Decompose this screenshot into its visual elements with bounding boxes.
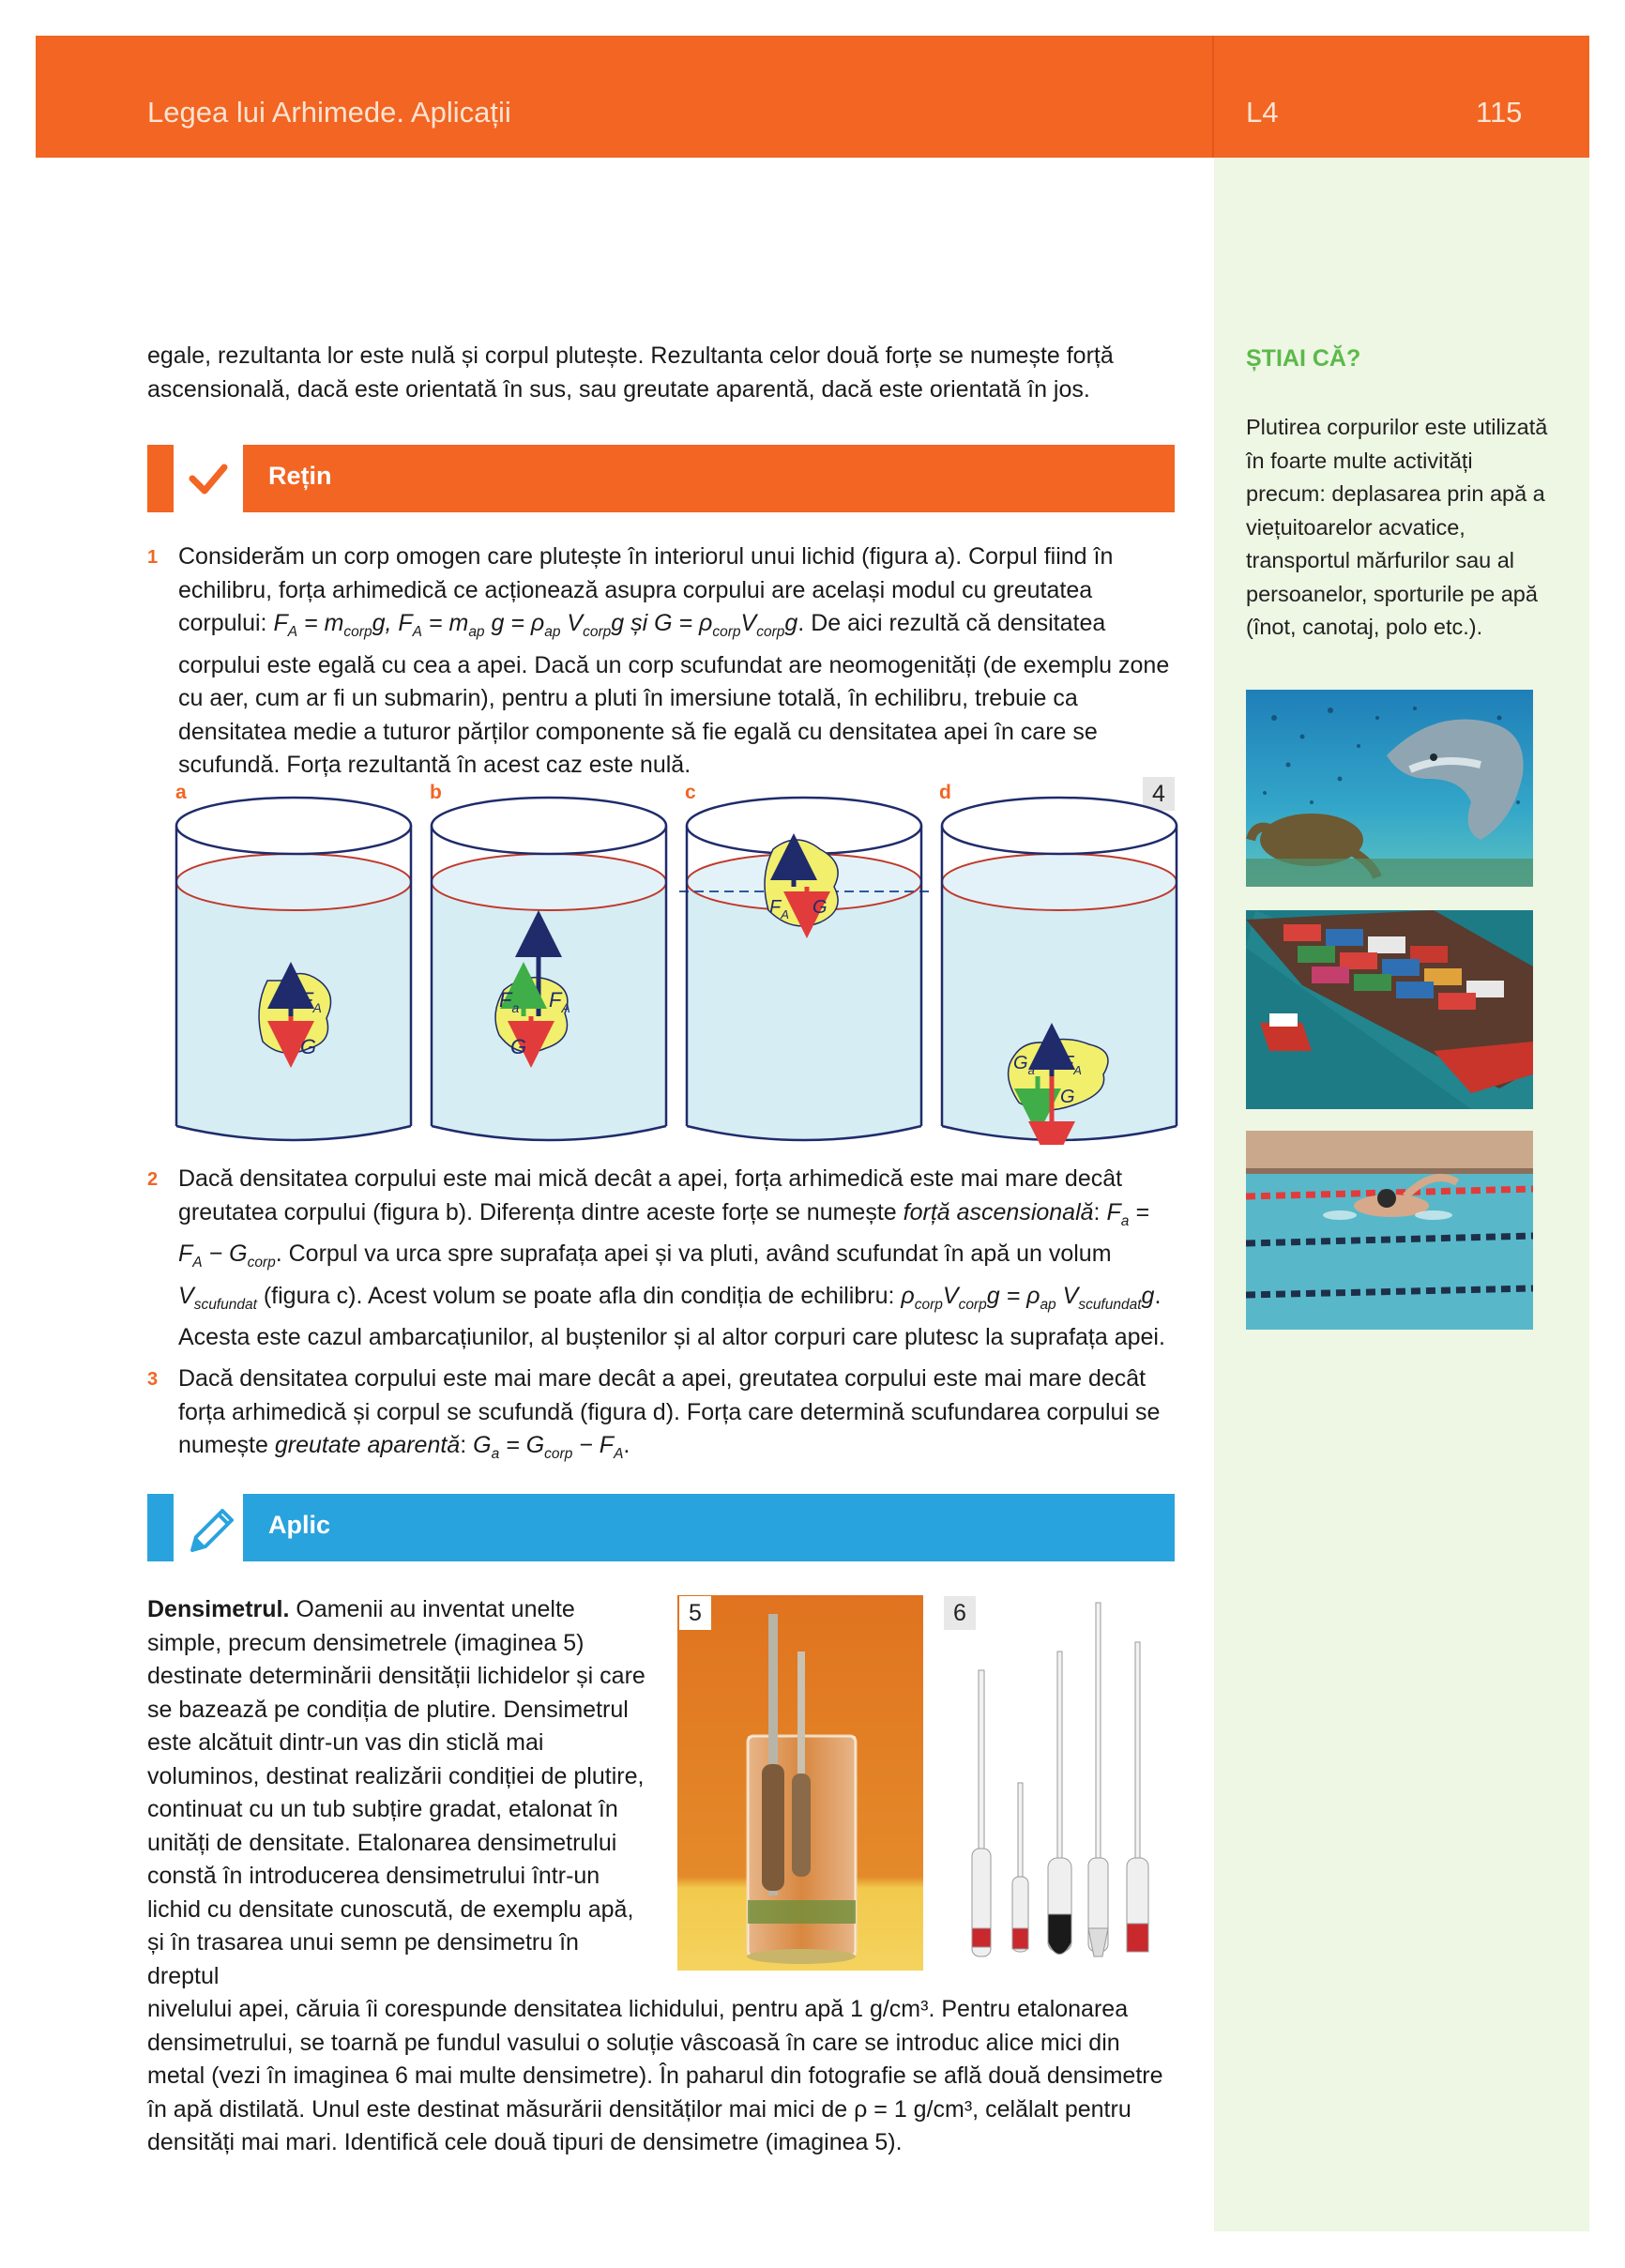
svg-text:FA: $F_A$ bbox=[769, 897, 789, 921]
svg-text:G: G bbox=[510, 1035, 527, 1058]
svg-text:G: G bbox=[812, 897, 828, 918]
item2-formula: $F_a = F_A - G_{corp}$ bbox=[178, 1198, 1149, 1271]
photo-densimeters-glass bbox=[677, 1595, 923, 1971]
figure-4-beakers bbox=[169, 793, 1182, 1145]
item1-text-b: . De aici rezultă că densitatea corpului este egală cu cea a apei. Dacă un corp scufundat are neomogenități (de exemplu zone cu aer, cum ar fi un submarin), pentru a pluti în imersiune totală, în echilibru, trebuie ca densitatea medie a tuturor părților componente să fie egală cu densitatea apei în care se scufundă. Forța rezultantă în acest caz este nulă. bbox=[178, 610, 1170, 778]
aplic-bar-stripe bbox=[147, 1494, 174, 1561]
header-divider bbox=[1212, 36, 1214, 158]
retin-label: Rețin bbox=[268, 462, 332, 490]
svg-text:Fa: $F_a$ bbox=[499, 988, 520, 1015]
item2-text-d: . Acesta este cazul ambarcațiunilor, al buștenilor și al altor corpuri care plutesc la suprafața apei. bbox=[178, 1282, 1165, 1350]
item3-formula: $G_a = G_{corp} - F_A$ bbox=[473, 1432, 624, 1462]
intro-paragraph: egale, rezultanta lor este nulă și corpul plutește. Rezultanta celor două forțe se numește forță ascensională, dacă este orientată în sus, sau greutate aparentă, dacă este orientată în jos. bbox=[147, 342, 1114, 403]
beaker-a bbox=[176, 798, 411, 1140]
svg-text:FA: $F_A$ bbox=[1062, 1053, 1082, 1077]
page-number: 115 bbox=[1476, 96, 1523, 129]
item2-text-c: (figura c). Acest volum se poate afla din condiția de echilibru: bbox=[256, 1282, 902, 1309]
retin-bar bbox=[243, 445, 1175, 512]
item2-formula2: $\rho_{corp}V_{corp}g = \rho_{ap}$ $V_{scufundat}g$ bbox=[901, 1282, 1155, 1313]
retin-item-1 bbox=[178, 540, 1179, 783]
aplic-bar bbox=[243, 1494, 1175, 1561]
svg-text:FA: $F_A$ bbox=[549, 988, 570, 1015]
item2-volume: $V_{scufundat}$ bbox=[178, 1282, 257, 1313]
figure-number-4: 4 bbox=[1143, 777, 1175, 811]
photo-swimmer bbox=[1246, 1131, 1533, 1330]
aplic-lead: Densimetrul. bbox=[147, 1596, 290, 1622]
photo-densimeters-set bbox=[943, 1595, 1177, 1971]
aplic-paragraph-top bbox=[147, 1593, 646, 1993]
aplic-label: Aplic bbox=[268, 1511, 331, 1539]
fig-label-d: d bbox=[939, 782, 951, 803]
image-number-6: 6 bbox=[944, 1596, 976, 1630]
fig-label-c: c bbox=[685, 782, 696, 803]
aplic-paragraph-bottom: nivelului apei, căruia îi corespunde densitatea lichidului, pentru apă 1 g/cm³. Pentru etalonarea densimetrului, se toarnă pe fundul vasului o soluție vâscoasă în care se introduc alice mici din metal (vezi în imaginea 6 mai multe densimetre). În paharul din fotografie se află două densimetre în apă distilată. Unul este destinat măsurării densităților mai mici de ρ = 1 g/cm³, celălalt pentru densități mai mari. Identifică cele două tipuri de densimetre (imaginea 5). bbox=[147, 1996, 1163, 2155]
item-number-3: 3 bbox=[147, 1369, 159, 1390]
svg-text:Ga: $G_a$ bbox=[1013, 1053, 1035, 1077]
svg-text:FA: $F_A$ bbox=[300, 988, 322, 1015]
item-number-2: 2 bbox=[147, 1169, 159, 1190]
item3-text-b: . bbox=[623, 1432, 630, 1458]
item3-text-a: Dacă densitatea corpului este mai mare decât a apei, greutatea corpului este mai mare decât forța arhimedică și corpul se scufundă (figura d). Forța care determină scufundarea corpului se numește bbox=[178, 1365, 1161, 1458]
item2-text-b: . Corpul va urca spre suprafața apei și va pluti, având scufundat în apă un volum bbox=[275, 1241, 1112, 1267]
lesson-code: L4 bbox=[1246, 96, 1279, 129]
sidebar-text: Plutirea corpurilor este utilizată în foarte multe activități precum: deplasarea prin apă a viețuitoarelor acvatice, transportul mărfurilor sau al persoanelor, sporturile pe apă (înot, canotaj, polo etc.). bbox=[1246, 415, 1548, 639]
retin-item-2: Dacă densitatea corpului este mai mică decât a apei, forța arhimedică este mai mare decât greutatea corpului (figura b). Diferența dintre aceste forțe se numește forță ascensională: $F_a = F_A - G_{corp}$. Corpul va urca spre suprafața apei și va pluti, având scufundat în apă un volum $V_{scufundat}$ (figura c). Acest volum se poate afla din condiția de echilibru: $\rho_{corp}V_{corp}g = \rho_{ap}$ $V_{scufundat}g$. Acesta este cazul ambarcațiunilor, al buștenilor și al altor corpuri care plutesc la suprafața apei. bbox=[178, 1165, 1165, 1350]
photo-dolphin-turtle bbox=[1246, 690, 1533, 887]
item2-text-a: Dacă densitatea corpului este mai mică decât a apei, forța arhimedică este mai mare decât greutatea corpului (figura b). Diferența dintre aceste forțe se numește bbox=[178, 1165, 1123, 1225]
aplic-text-1: Oamenii au inventat unelte simple, precum densimetrele (imaginea 5) destinate determinării densității lichidelor și care se bazează pe condiția de plutire. Densimetrul este alcătuit dintr-un vas din sticlă mai voluminos, destinat realizării condiției de plutire, continuat cu un tub subțire gradat, etalonat în unități de densitate. Etalonarea densimetrului constă în introducerea densimetrului într-un lichid cu densitate cunoscută, de exemplu apă, și în trasarea unui semn pe densimetru în dreptul bbox=[147, 1596, 645, 1989]
chapter-title: Legea lui Arhimede. Aplicații bbox=[147, 96, 511, 129]
retin-item-3: Dacă densitatea corpului este mai mare decât a apei, greutatea corpului este mai mare decât forța arhimedică și corpul se scufundă (figura d). Forța care determină scufundarea corpului se numește greutate aparentă: $G_a = G_{corp} - F_A$. bbox=[178, 1365, 1161, 1462]
svg-text:G: G bbox=[300, 1035, 317, 1058]
item1-text-a: Considerăm un corp omogen care plutește în interiorul unui lichid (figura a). Corpul fiind în echilibru, forța arhimedică ce acționează asupra corpului are același modul cu greutatea corpului: bbox=[178, 543, 1114, 636]
fig-label-b: b bbox=[430, 782, 442, 803]
svg-text:G: G bbox=[1060, 1087, 1075, 1107]
item3-term: greutate aparentă bbox=[274, 1432, 461, 1458]
retin-bar-stripe bbox=[147, 445, 174, 512]
beaker-b bbox=[432, 798, 666, 1140]
formula-fa-1: $F_A = m_{corp}g$, $F_A = m_{ap}$ $g = \rho_{ap}$ $V_{corp}g$ bbox=[273, 610, 625, 640]
pencil-icon bbox=[181, 1494, 237, 1561]
item1-formula: $F_A = m_{corp}g$, $F_A = m_{ap}$ $g = \rho_{ap}$ $V_{corp}g$ și $G = \rho_{corp}V_{corp}g$ bbox=[273, 610, 798, 640]
beaker-c bbox=[679, 798, 929, 1140]
fig-label-a: a bbox=[175, 782, 187, 803]
item-number-1: 1 bbox=[147, 547, 159, 568]
sidebar-title: ȘTIAI CĂ? bbox=[1246, 345, 1361, 372]
beaker-d bbox=[942, 798, 1177, 1145]
image-number-5: 5 bbox=[679, 1596, 711, 1630]
checkmark-icon bbox=[181, 445, 234, 512]
photo-container-ship bbox=[1246, 910, 1533, 1109]
item2-term: forță ascensională bbox=[903, 1198, 1094, 1225]
